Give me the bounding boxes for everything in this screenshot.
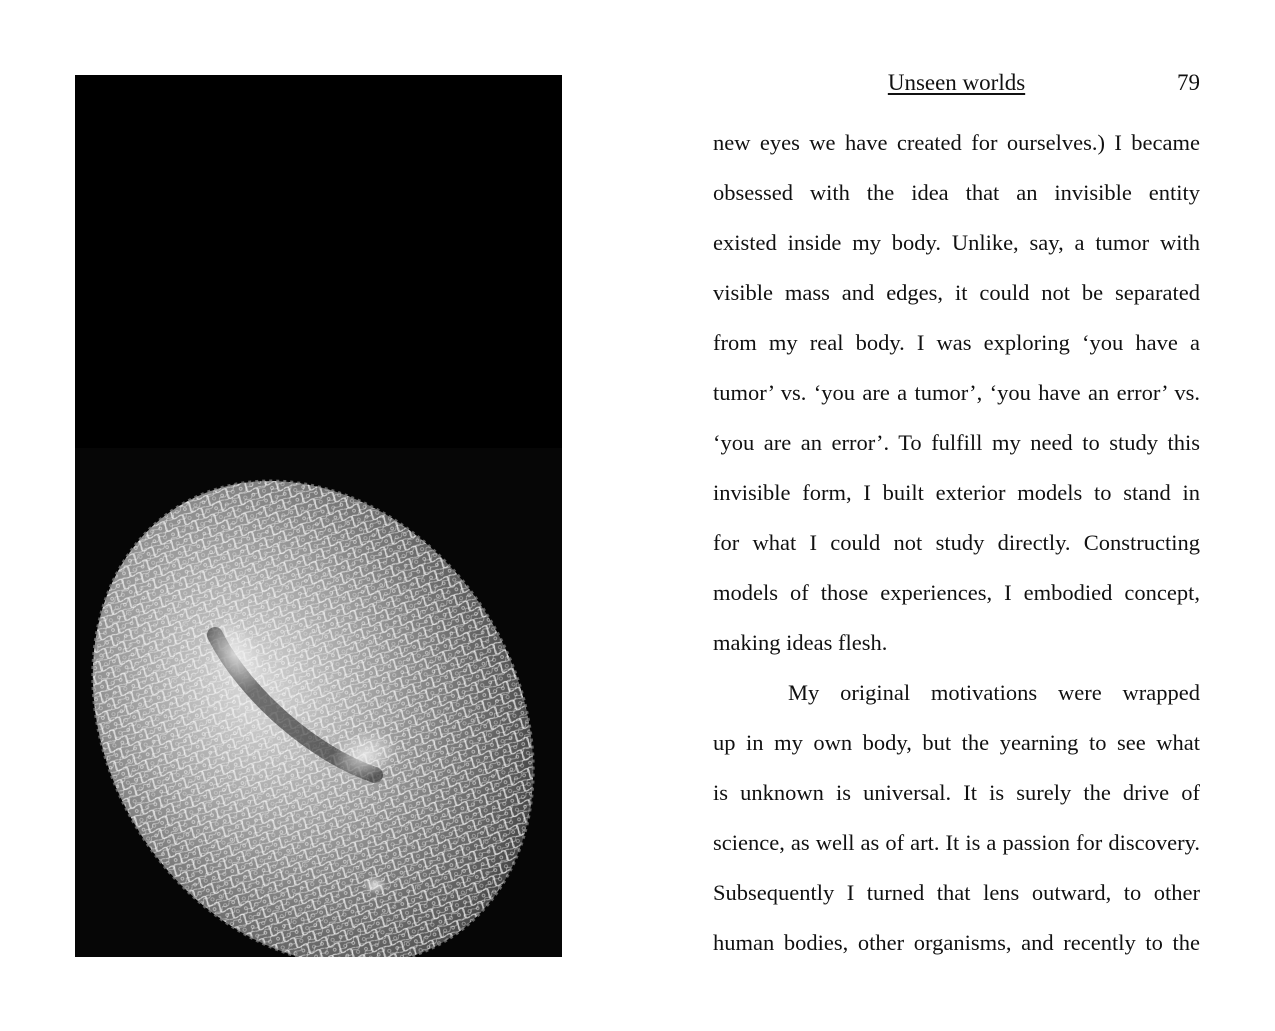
text-line: new eyes we have created for ourselves.) I became: [713, 130, 1200, 155]
text-line: making ideas flesh.: [713, 630, 888, 655]
text-line: tumor’ vs. ‘you are a tumor’, ‘you have an error’ vs.: [713, 380, 1200, 405]
text-line: existed inside my body. Unlike, say, a tumor with: [713, 230, 1200, 255]
text-line: for what I could not study directly. Constructing: [713, 530, 1200, 555]
running-title: Unseen worlds: [887, 70, 1026, 95]
text-line: up in my own body, but the yearning to see what: [713, 730, 1200, 755]
pollen-grain-image: [75, 75, 562, 957]
text-line: from my real body. I was exploring ‘you have a: [713, 330, 1200, 355]
page-number: 79: [1177, 70, 1200, 95]
text-line: obsessed with the idea that an invisible entity: [713, 180, 1200, 205]
body-text: [713, 118, 1200, 968]
text-line: human bodies, other organisms, and recently to the: [713, 930, 1200, 955]
text-line: science, as well as of art. It is a passion for discovery.: [713, 830, 1200, 855]
text-line: Subsequently I turned that lens outward, to other: [713, 880, 1200, 905]
running-header: [713, 70, 1200, 104]
text-line: is unknown is universal. It is surely the drive of: [713, 780, 1200, 805]
text-line: ‘you are an error’. To fulfill my need to study this: [713, 430, 1200, 455]
paragraph-first-line: My original motivations were wrapped: [788, 680, 1200, 705]
text-line: invisible form, I built exterior models to stand in: [713, 480, 1200, 505]
text-line: visible mass and edges, it could not be separated: [713, 280, 1200, 305]
right-page: [637, 0, 1275, 1031]
left-page: [0, 0, 637, 1031]
text-line: models of those experiences, I embodied concept,: [713, 580, 1200, 605]
